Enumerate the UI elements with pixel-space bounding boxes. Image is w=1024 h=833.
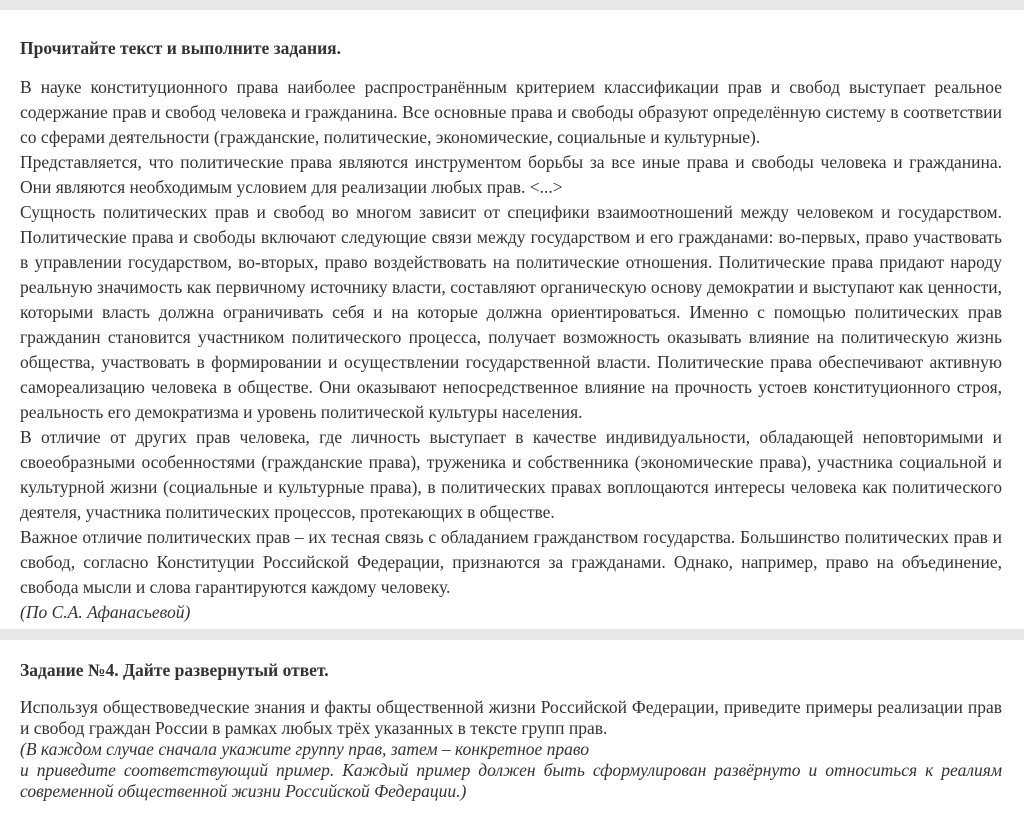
task-note-line: и приведите соответствующий пример. Каждый пример должен быть сформулирован развёрнуто и относиться к реалиям современной общественной жизни Российской Федерации.) bbox=[20, 760, 1002, 801]
text-paragraph: В науке конституционного права наиболее распространённым критерием классификации прав и свобод выступает реальное содержание прав и свобод человека и гражданина. Все основные права и свободы образуют определённую систему в соответствии со сферами деятельности (гражданские, политические, экономические, социальные и культурные). bbox=[20, 77, 1002, 147]
text-paragraph: Сущность политических прав и свобод во многом зависит от специфики взаимоотношений между человеком и государством. Политические права и свободы включают следующие связи между государством и его гражданами: во-первых, право участвовать в управлении государством, во-вторых, право воздействовать на политические отношения. Политические права придают народу реальную значимость как первичному источнику власти, составляют органическую основу демократии и выступают как ценности, которыми власть должна ограничивать себя и на которые должна ориентироваться. Именно с помощью политических прав гражданин становится участником политического процесса, получает возможность оказывать влияние на политическую жизнь общества, участвовать в формировании и осуществлении государственной власти. Политические права обеспечивают активную самореализацию человека в обществе. Они оказывают непосредственное влияние на прочность устоев конституционного строя, реальность его демократизма и уровень политической культуры населения. bbox=[20, 202, 1002, 422]
task-note bbox=[20, 739, 1002, 802]
task-heading: Задание №4. Дайте развернутый ответ. bbox=[20, 660, 329, 680]
text-paragraph: В отличие от других прав человека, где личность выступает в качестве индивидуальности, обладающей неповторимыми и своеобразными особенностями (гражданские права), труженика и собственника (экономические права), участника социальной и культурной жизни (социальные и культурные права), в политических правах воплощаются интересы человека как политического деятеля, участника политических процессов, протекающих в обществе. bbox=[20, 427, 1002, 522]
text-paragraph: Важное отличие политических прав – их тесная связь с обладанием гражданством государства. Большинство политических прав и свобод, согласно Конституции Российской Федерации, признаются за гражданами. Однако, например, право на объединение, свобода мысли и слова гарантируются каждому человеку. bbox=[20, 527, 1002, 597]
text-paragraph: Представляется, что политические права являются инструментом борьбы за все иные права и свободы человека и гражданина. Они являются необходимым условием для реализации любых прав. <...> bbox=[20, 152, 1002, 197]
reading-heading: Прочитайте текст и выполните задания. bbox=[20, 38, 342, 58]
task-body: Используя обществоведческие знания и факты общественной жизни Российской Федерации, приведите примеры реализации прав и свобод граждан России в рамках любых трёх указанных в тексте групп прав. bbox=[20, 697, 1002, 738]
task-note-line: (В каждом случае сначала укажите группу прав, затем – конкретное право bbox=[20, 739, 590, 759]
task-card bbox=[0, 640, 1024, 833]
reading-text-card bbox=[0, 10, 1024, 629]
text-source: (По С.А. Афанасьевой) bbox=[20, 602, 191, 622]
